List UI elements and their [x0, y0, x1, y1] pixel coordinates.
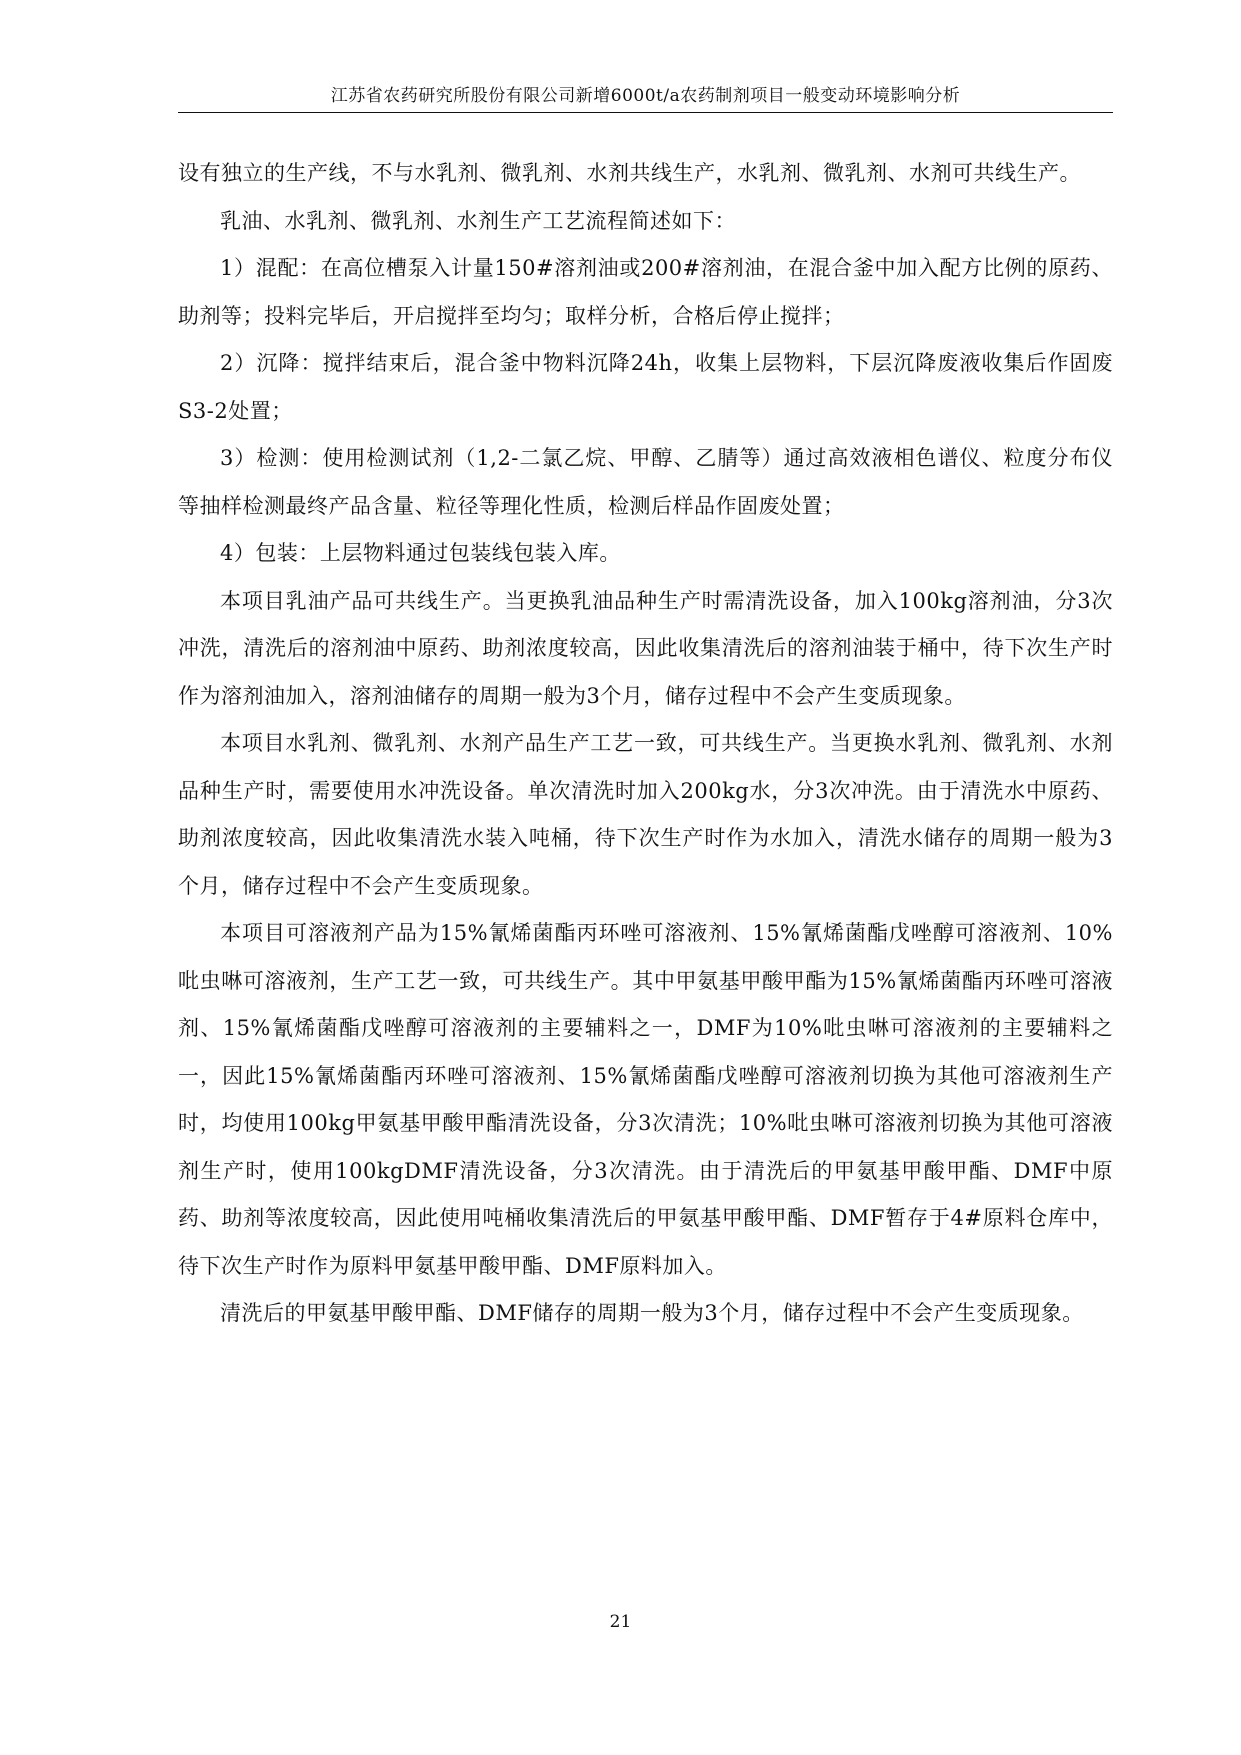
paragraph-step-settling: 2）沉降：搅拌结束后，混合釜中物料沉降24h，收集上层物料，下层沉降废液收集后作固废S3-2处置；	[178, 351, 1113, 423]
page-header-title: 江苏省农药研究所股份有限公司新增6000t/a农药制剂项目一般变动环境影响分析	[330, 86, 961, 106]
paragraph-production-line-continuation: 设有独立的生产线，不与水乳剂、微乳剂、水剂共线生产，水乳剂、微乳剂、水剂可共线生产。	[178, 161, 1081, 185]
paragraph-step-mixing: 1）混配：在高位槽泵入计量150#溶剂油或200#溶剂油，在混合釜中加入配方比例的原药、助剂等；投料完毕后，开启搅拌至均匀；取样分析，合格后停止搅拌；	[178, 256, 1113, 328]
paragraph-step-testing: 3）检测：使用检测试剂（1,2-二氯乙烷、甲醇、乙腈等）通过高效液相色谱仪、粒度分布仪等抽样检测最终产品含量、粒径等理化性质，检测后样品作固废处置；	[178, 446, 1113, 518]
document-body	[178, 150, 1113, 1338]
paragraph-storage-period: 清洗后的甲氨基甲酸甲酯、DMF储存的周期一般为3个月，储存过程中不会产生变质现象。	[220, 1301, 1084, 1325]
paragraph-emulsifiable-oil-cleaning: 本项目乳油产品可共线生产。当更换乳油品种生产时需清洗设备，加入100kg溶剂油，分3次冲洗，清洗后的溶剂油中原药、助剂浓度较高，因此收集清洗后的溶剂油装于桶中，待下次生产时作为溶剂油加入，溶剂油储存的周期一般为3个月，储存过程中不会产生变质现象。	[178, 588, 1113, 708]
paragraph-soluble-liquid-cleaning: 本项目可溶液剂产品为15%氰烯菌酯丙环唑可溶液剂、15%氰烯菌酯戊唑醇可溶液剂、10%吡虫啉可溶液剂，生产工艺一致，可共线生产。其中甲氨基甲酸甲酯为15%氰烯菌酯丙环唑可溶液剂、15%氰烯菌酯戊唑醇可溶液剂的主要辅料之一，DMF为10%吡虫啉可溶液剂的主要辅料之一，因此15%氰烯菌酯丙环唑可溶液剂、15%氰烯菌酯戊唑醇可溶液剂切换为其他可溶液剂生产时，均使用100kg甲氨基甲酸甲酯清洗设备，分3次清洗；10%吡虫啉可溶液剂切换为其他可溶液剂生产时，使用100kgDMF清洗设备，分3次清洗。由于清洗后的甲氨基甲酸甲酯、DMF中原药、助剂等浓度较高，因此使用吨桶收集清洗后的甲氨基甲酸甲酯、DMF暂存于4#原料仓库中，待下次生产时作为原料甲氨基甲酸甲酯、DMF原料加入。	[178, 921, 1113, 1278]
header-rule	[178, 112, 1113, 113]
page-number: 21	[609, 1612, 632, 1632]
paragraph-water-emulsion-cleaning: 本项目水乳剂、微乳剂、水剂产品生产工艺一致，可共线生产。当更换水乳剂、微乳剂、水剂品种生产时，需要使用水冲洗设备。单次清洗时加入200kg水，分3次冲洗。由于清洗水中原药、助剂浓度较高，因此收集清洗水装入吨桶，待下次生产时作为水加入，清洗水储存的周期一般为3个月，储存过程中不会产生变质现象。	[178, 731, 1113, 898]
paragraph-step-packaging: 4）包装：上层物料通过包装线包装入库。	[220, 541, 621, 565]
paragraph-process-intro: 乳油、水乳剂、微乳剂、水剂生产工艺流程简述如下：	[220, 208, 736, 233]
